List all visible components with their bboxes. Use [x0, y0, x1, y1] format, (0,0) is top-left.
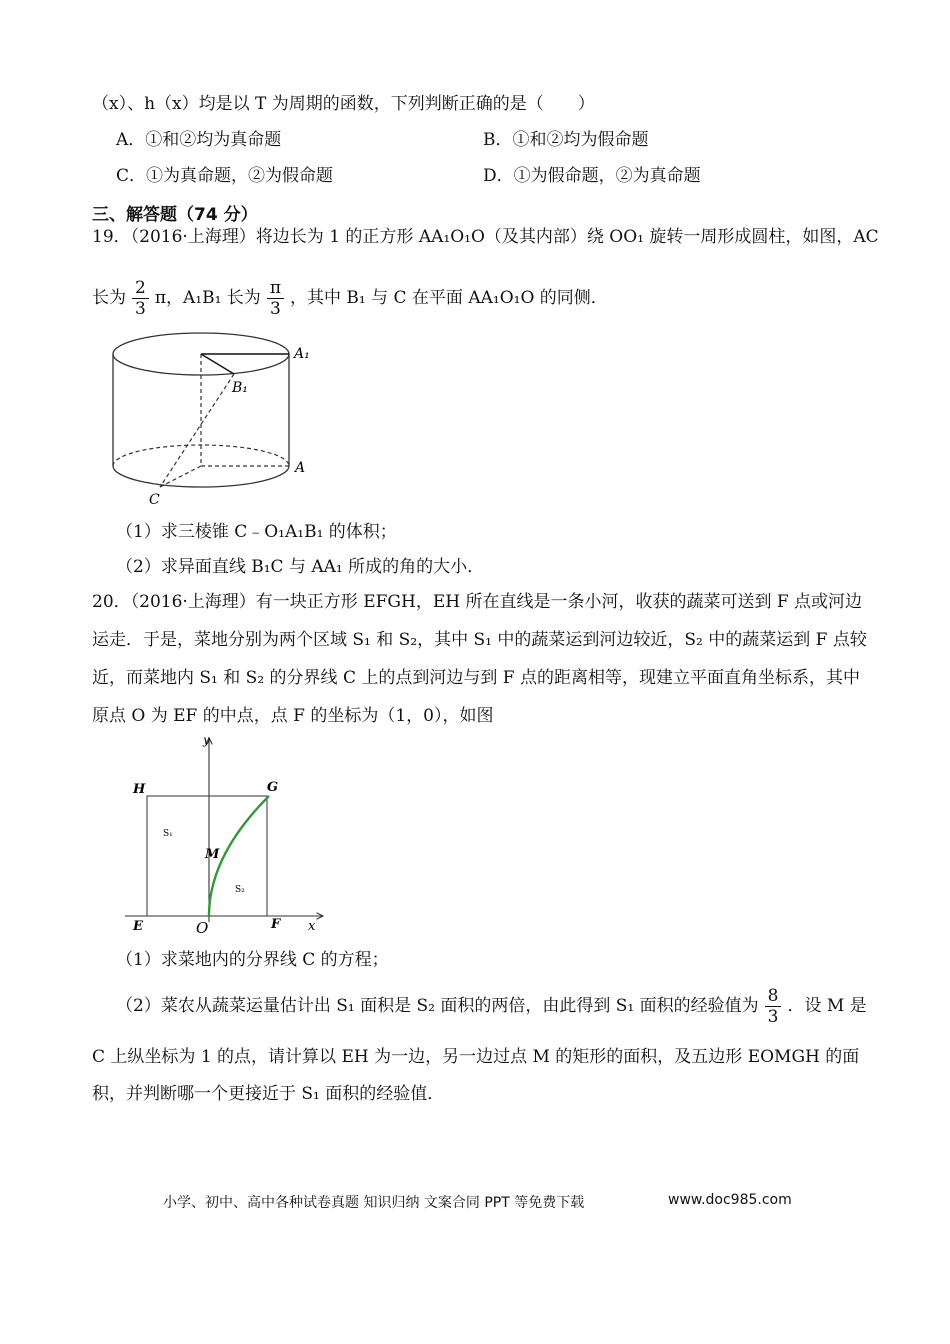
label-m: M [205, 847, 220, 862]
section-title: 三、解答题（74 分） [92, 205, 258, 225]
q19-sub1: （1）求三棱锥 C﹣O₁A₁B₁ 的体积； [116, 522, 397, 542]
q20-line3: 近，而菜地内 S₁ 和 S₂ 的分界线 C 上的点到河边与到 F 点的距离相等，现建立平面直角坐标系，其中 [92, 668, 860, 688]
q20-line2: 运走．于是，菜地分别为两个区域 S₁ 和 S₂，其中 S₁ 中的蔬菜运到河边较近，S₂ 中的蔬菜运到 F 点较 [92, 630, 867, 650]
q18-option-b: B．①和②均为假命题 [483, 130, 649, 150]
cylinder-bottom-front-arc [113, 466, 289, 487]
q18-option-c: C．①为真命题，②为假命题 [116, 166, 334, 186]
q18-option-d: D．①为假命题，②为真命题 [483, 166, 701, 186]
label-f: F [271, 917, 281, 932]
q19-frac1-num: 2 [132, 278, 149, 299]
q20-sub1: （1）求菜地内的分界线 C 的方程； [116, 950, 389, 970]
q19-frac2 [267, 278, 284, 319]
label-e: E [133, 919, 143, 934]
segment-b1-c [160, 374, 234, 487]
q19-line1: 19．（2016·上海理）将边长为 1 的正方形 AA₁O₁O（及其内部）绕 OO₁ 旋转一周形成圆柱，如图，AC [92, 227, 879, 247]
q20-sub2-line2: C 上纵坐标为 1 的点，请计算以 EH 为一边，另一边过点 M 的矩形的面积，及五边形 EOMGH 的面 [92, 1047, 860, 1067]
q19-line2 [92, 276, 608, 320]
label-a: A [295, 460, 306, 476]
q20-sub2-prefix: （2）菜农从蔬菜运量估计出 S₁ 面积是 S₂ 面积的两倍，由此得到 S₁ 面积的经验值为 [116, 996, 759, 1016]
cylinder-figure [100, 325, 330, 510]
farmland-figure [125, 730, 340, 940]
q20-line4: 原点 O 为 EF 的中点，点 F 的坐标为（1，0），如图 [92, 706, 494, 726]
q19-frac2-den: 3 [269, 299, 281, 319]
label-a1: A₁ [294, 346, 310, 362]
label-s1: S₁ [163, 829, 173, 839]
q19-line2-prefix: 长为 [92, 288, 126, 308]
q18-stem-tail: （x）、h（x）均是以 T 为周期的函数，下列判断正确的是（ ） [92, 94, 595, 114]
q19-frac1 [132, 278, 149, 319]
q19-sub2: （2）求异面直线 B₁C 与 AA₁ 所成的角的大小． [116, 557, 485, 577]
q20-frac [765, 986, 782, 1027]
label-x: x [308, 919, 316, 934]
q19-pi-text: π，A₁B₁ 长为 [154, 288, 261, 308]
q20-frac-den: 3 [767, 1007, 779, 1027]
label-h: H [133, 782, 146, 797]
label-g: G [267, 780, 279, 795]
q20-sub2 [116, 984, 867, 1028]
q20-sub2-suffix: ．设 M 是 [787, 996, 867, 1016]
label-y: y [203, 733, 210, 747]
footer-text: 小学、初中、高中各种试卷真题 知识归纳 文案合同 PPT 等免费下载 [163, 1195, 585, 1211]
q19-frac1-den: 3 [135, 299, 146, 319]
q20-line1: 20．（2016·上海理）有一块正方形 EFGH，EH 所在直线是一条小河，收获的蔬菜可送到 F 点或河边 [92, 592, 863, 612]
q19-frac2-num: π [267, 278, 284, 299]
label-c: C [149, 492, 160, 508]
label-s2: S₂ [235, 885, 245, 895]
q20-sub2-line3: 积，并判断哪一个更接近于 S₁ 面积的经验值． [92, 1084, 445, 1104]
q20-frac-num: 8 [765, 986, 782, 1007]
q18-option-a: A．①和②均为真命题 [116, 130, 282, 150]
label-o: O [196, 919, 209, 937]
label-b1: B₁ [232, 380, 248, 396]
q19-line2-suffix: ，其中 B₁ 与 C 在平面 AA₁O₁O 的同侧． [290, 288, 608, 308]
footer-url: www.doc985.com [668, 1192, 792, 1208]
segment-o1-b1 [201, 354, 234, 374]
segment-o-c [160, 466, 201, 487]
